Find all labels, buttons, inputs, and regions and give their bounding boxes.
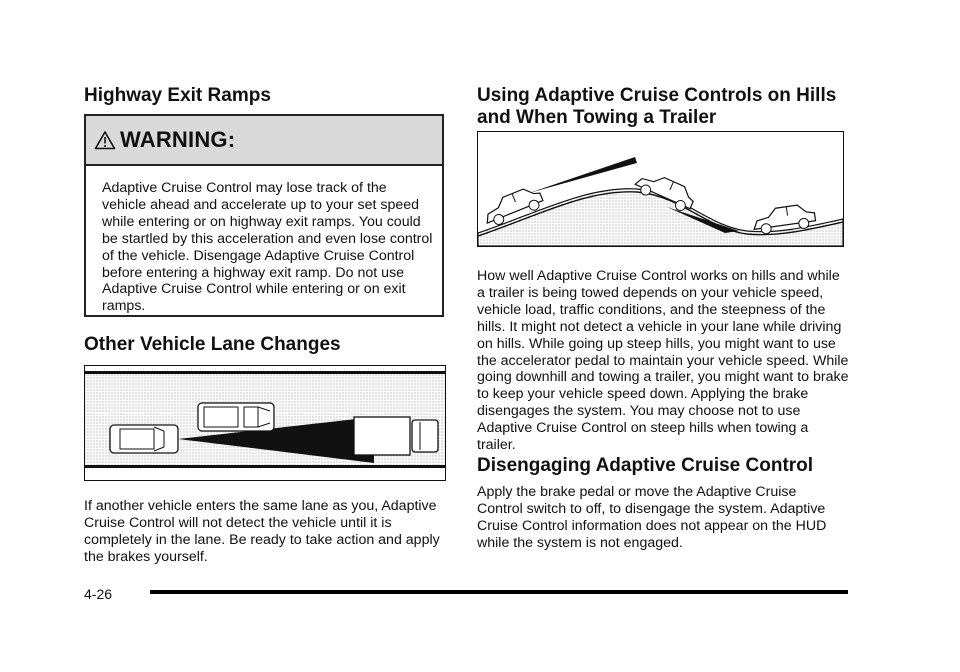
warning-header [86,116,442,166]
page-number: 4-26 [84,586,113,602]
lane-change-paragraph: If another vehicle enters the same lane as you, Adaptive Cruise Control will not detect the vehicle until it is completely in the lane. Be ready to take action and apply the brakes yourself. [84,498,440,565]
section-heading-lane-changes: Other Vehicle Lane Changes [84,334,341,355]
truck-vehicle [354,417,438,455]
section-heading-disengaging: Disengaging Adaptive Cruise Control [477,455,814,476]
section-heading-hills-towing: Using Adaptive Cruise Controls on Hills and When Towing a Trailer [477,85,837,128]
footer-rule [150,590,848,594]
disengage-paragraph: Apply the brake pedal or move the Adaptive Cruise Control switch to off, to disengage the system. Adaptive Cruise Control information does not appear on the HUD while the system is not engaged. [477,484,827,551]
merging-vehicle [198,403,274,431]
own-vehicle [110,425,178,453]
warning-text: Adaptive Cruise Control may lose track of the vehicle ahead and accelerate up to your set speed while entering or on highway exit ramps. You could be startled by this acceleration and even lose control of the vehicle. Disengage Adaptive Cruise Control before entering a highway exit ramp. Do not use Adaptive Cruise Control while entering or on exit ramps. [102,180,433,315]
hills-paragraph: How well Adaptive Cruise Control works on hills and while a trailer is being towed depends on your vehicle speed, vehicle load, traffic conditions, and the steepness of the hills. It might not detect a vehicle in your lane while driving on hills. While going up steep hills, you might want to use the accelerator pedal to maintain your vehicle speed. While going downhill and towing a trailer, you might want to brake to keep your vehicle speed down. Applying the brake disengages the system. You may choose not to use Adaptive Cruise Control on steep hills when towing a trailer. [477,268,849,454]
warning-triangle-icon [94,130,116,150]
warning-title: WARNING: [120,127,236,152]
hills-illustration [477,131,844,247]
warning-box [84,114,444,317]
lane-change-illustration [84,365,446,481]
section-heading-highway-exit-ramps: Highway Exit Ramps [84,85,271,106]
